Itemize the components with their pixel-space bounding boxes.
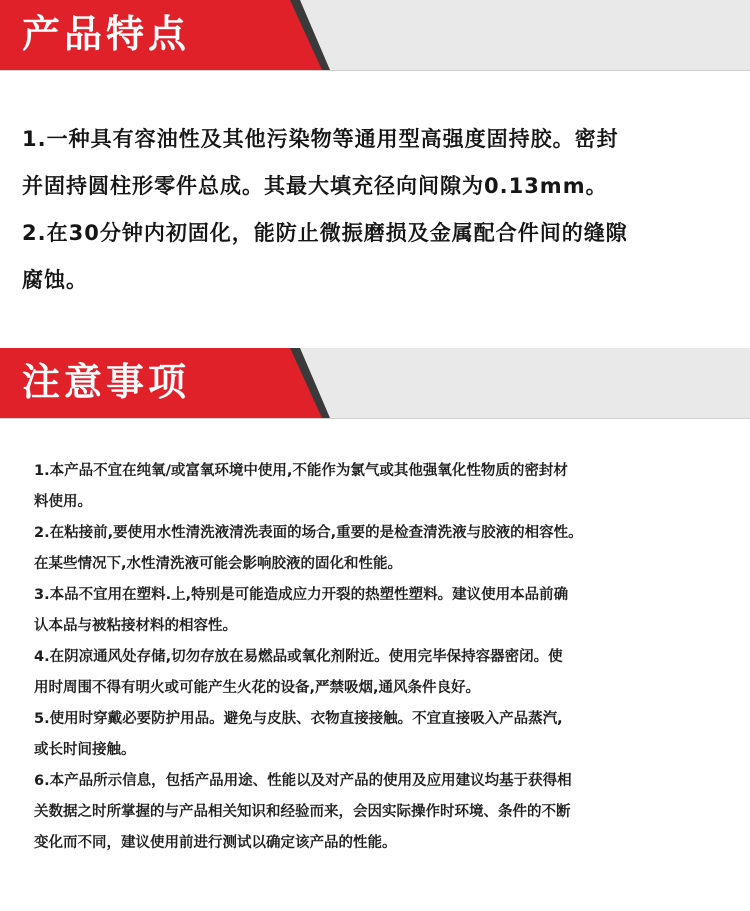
notes-line: 认本品与被粘接材料的相容性。 (34, 618, 237, 634)
features-line: 2.在30分钟内初固化，能防止微振磨损及金属配合件间的缝隙 (22, 221, 628, 245)
notes-line: 关数据之时所掌握的与产品相关知识和经验而来，会因实际操作时环境、条件的不断 (34, 804, 571, 820)
notes-line: 变化而不同，建议使用前进行测试以确定该产品的性能。 (34, 835, 397, 851)
notes-line: 2.在粘接前,要使用水性清洗液清洗表面的场合,重要的是检查清洗液与胶液的相容性。 (34, 525, 583, 541)
notes-body (34, 456, 714, 859)
notes-line: 在某些情况下,水性清洗液可能会影响胶液的固化和性能。 (34, 556, 403, 572)
notes-title: 注意事项 (22, 360, 191, 404)
features-body (22, 116, 737, 304)
notes-line: 6.本产品所示信息，包括产品用途、性能以及对产品的使用及应用建议均基于获得相 (34, 773, 572, 789)
divider (0, 418, 750, 419)
notes-banner (0, 348, 750, 418)
features-title: 产品特点 (22, 12, 191, 56)
notes-line: 5.使用时穿戴必要防护用品。避免与皮肤、衣物直接接触。不宜直接吸入产品蒸汽, (34, 711, 563, 727)
notes-line: 用时周围不得有明火或可能产生火花的设备,严禁吸烟,通风条件良好。 (34, 680, 481, 696)
notes-line: 1.本产品不宜在纯氧/或富氧环境中使用,不能作为氯气或其他强氧化性物质的密封材 (34, 463, 568, 479)
features-line: 1.一种具有容油性及其他污染物等通用型高强度固持胶。密封 (22, 127, 619, 151)
features-banner (0, 0, 750, 70)
notes-line: 料使用。 (34, 494, 92, 510)
notes-line: 3.本品不宜用在塑料.上,特别是可能造成应力开裂的热塑性塑料。建议使用本品前确 (34, 587, 569, 603)
notes-line: 或长时间接触。 (34, 742, 136, 758)
divider (0, 70, 750, 71)
notes-line: 4.在阴凉通风处存储,切勿存放在易燃品或氧化剂附近。使用完毕保持容器密闭。使 (34, 649, 563, 665)
features-line: 腐蚀。 (22, 268, 88, 292)
features-line: 并固持圆柱形零件总成。其最大填充径向间隙为0.13mm。 (22, 174, 608, 198)
